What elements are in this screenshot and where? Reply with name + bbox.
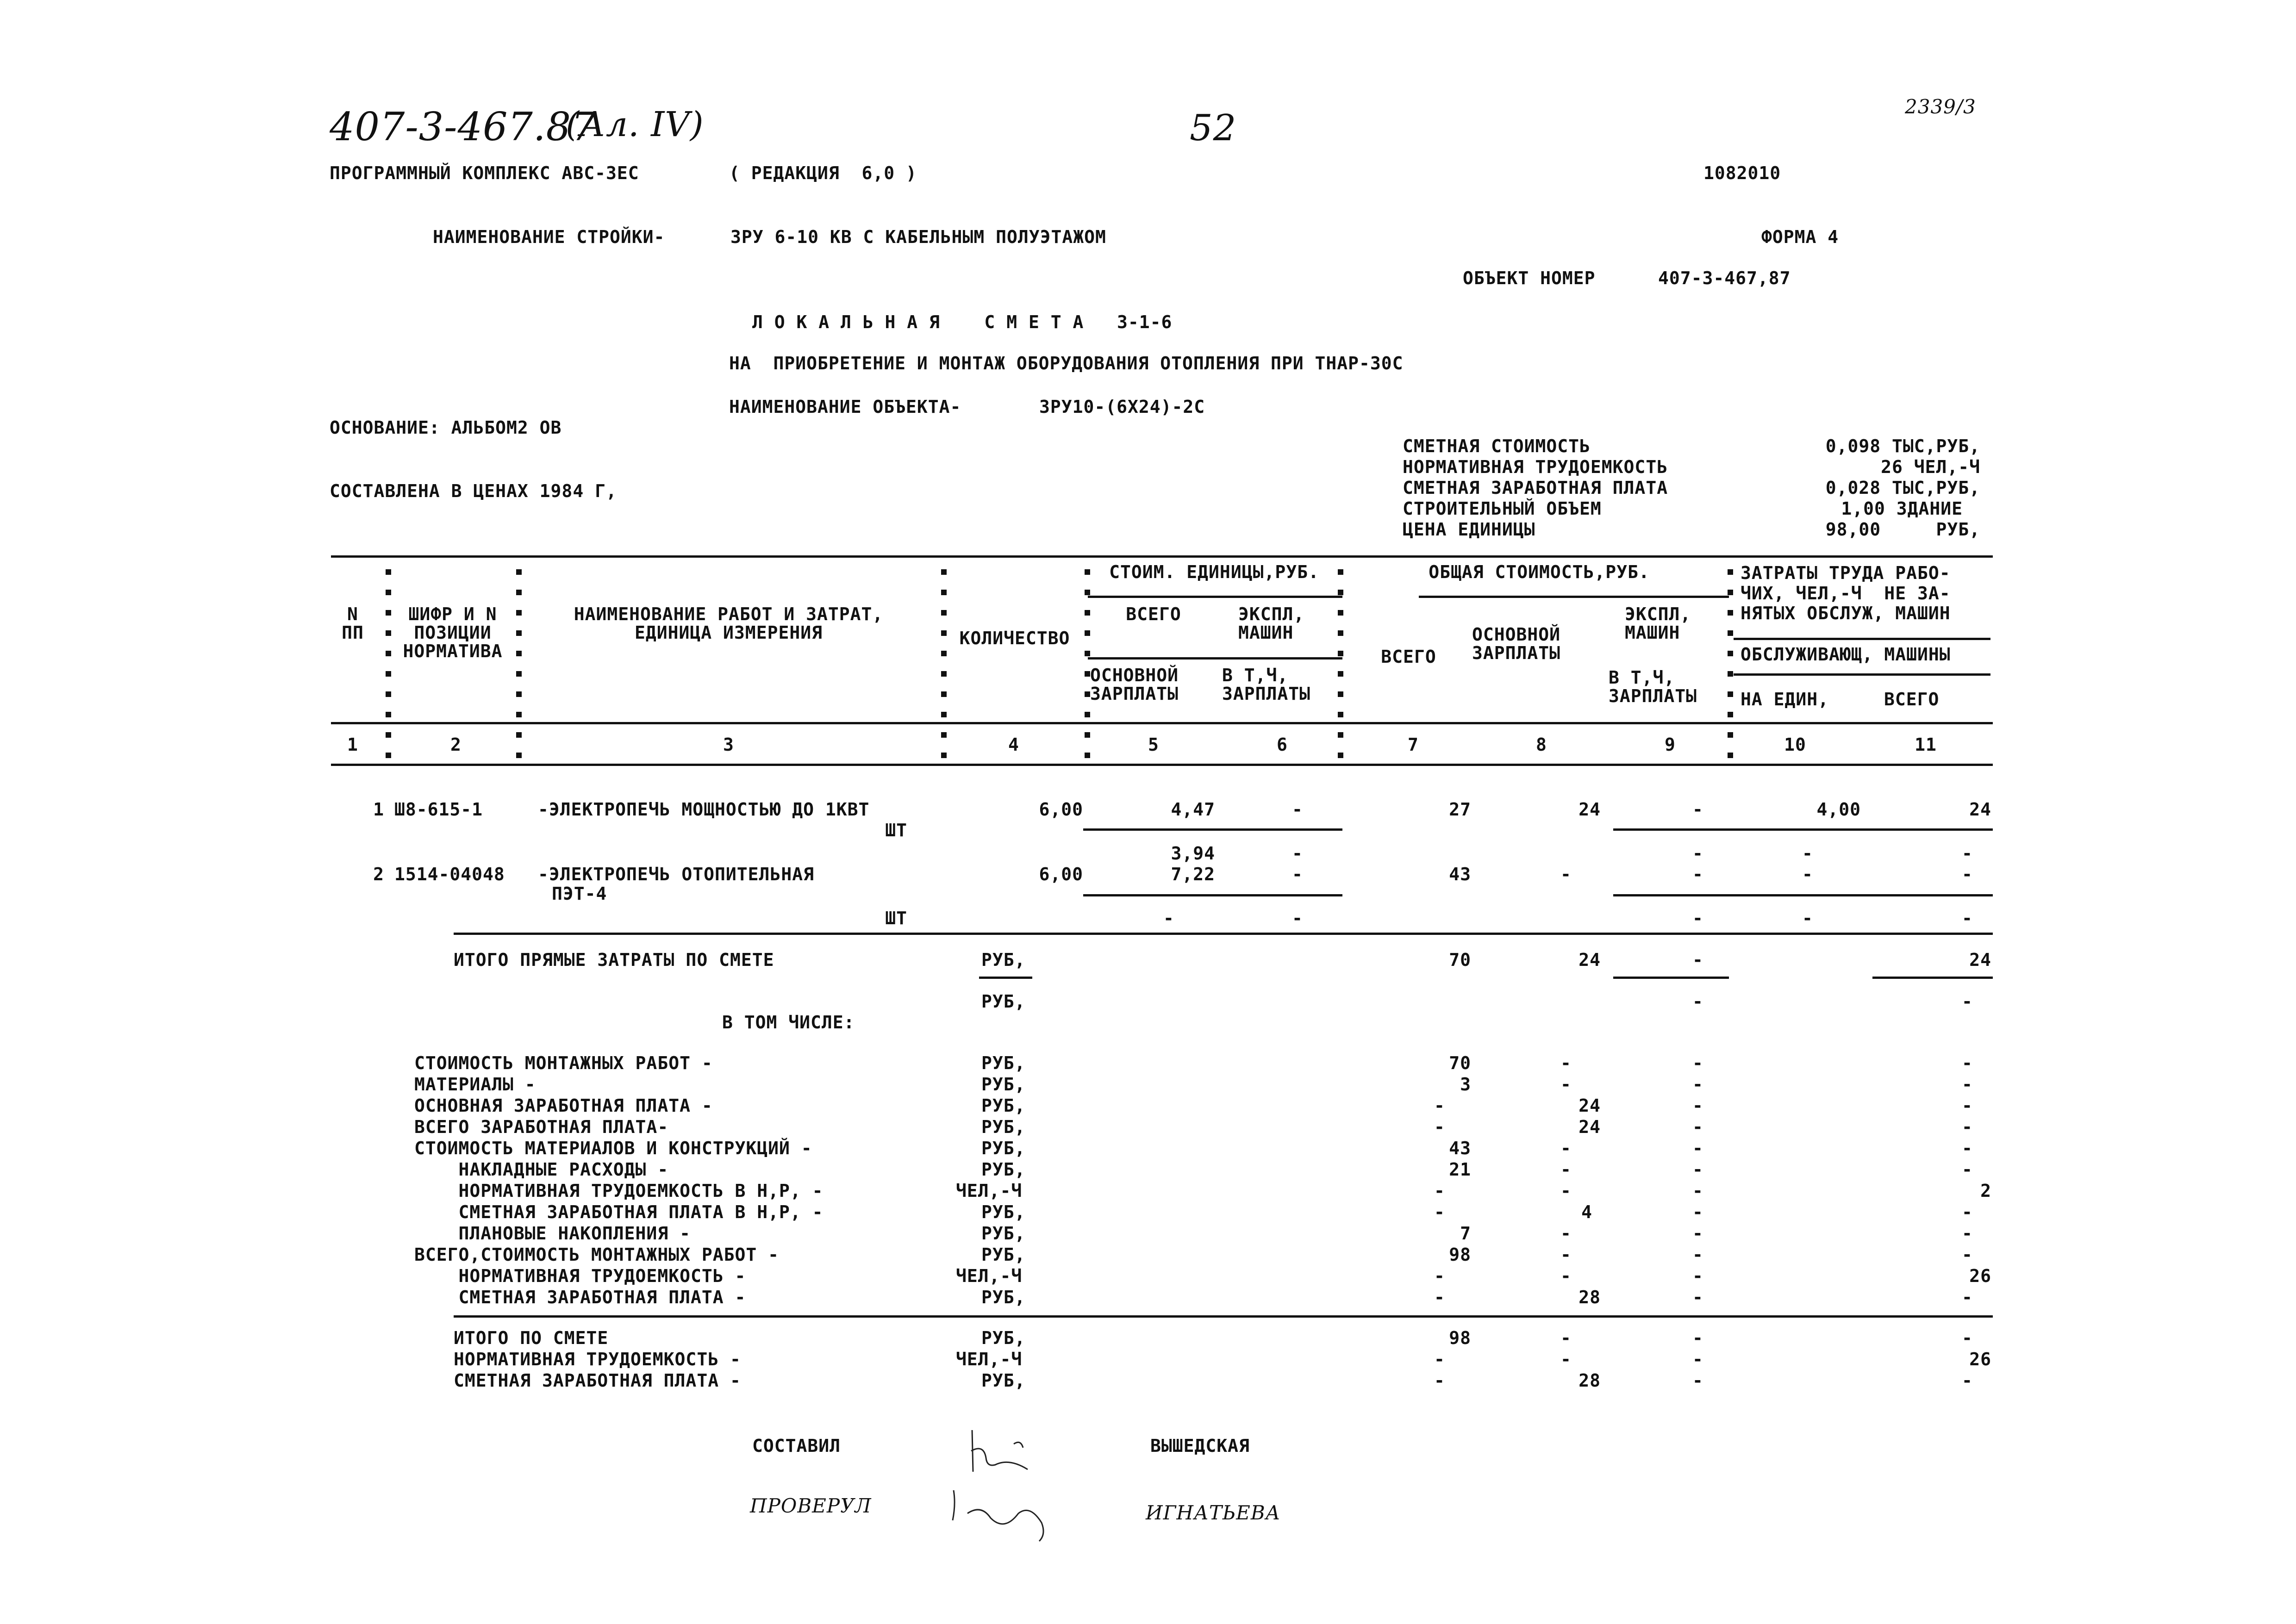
breakdown-labor: - [1962,1095,1973,1116]
unit-total-header: ВСЕГО [1126,604,1181,624]
column-number: 1 [347,734,358,755]
row-labor-total: - [1962,908,1973,928]
row-labor-unit: - [1802,843,1813,864]
row-unit-total: 7,22 [1171,864,1215,884]
breakdown-salary: 24 [1578,1095,1601,1116]
breakdown-unit: РУБ, [981,1074,1026,1095]
direct-costs-machines: - [1692,950,1703,970]
row-underline [1083,894,1342,896]
items-rule [454,933,1993,935]
breakdown-label: СТОИМОСТЬ МОНТАЖНЫХ РАБОТ - [414,1053,713,1073]
breakdown-machines: - [1692,1053,1703,1073]
row-unit-salary-incl: - [1292,908,1303,928]
breakdown-total: - [1434,1095,1445,1116]
handwritten-doc-code: 407-3-467.87 [330,104,597,149]
summary-value: 1,00 ЗДАНИЕ [1841,498,1963,519]
breakdown-machines: - [1692,1074,1703,1095]
breakdown-total: 3 [1460,1074,1471,1095]
row-labor-total: - [1962,843,1973,864]
row-total: 43 [1449,864,1471,884]
breakdown-unit: РУБ, [981,1159,1026,1180]
breakdown-salary: 28 [1578,1287,1601,1307]
row-code: 1514-04048 [394,864,505,884]
labor-header: ЗАТРАТЫ ТРУДА РАБО- ЧИХ, ЧЕЛ,-Ч НЕ ЗА- НЯТЫХ ОБСЛУЖ, МАШИН [1741,563,1951,624]
row-underline [1613,894,1993,896]
direct-costs-label: ИТОГО ПРЯМЫЕ ЗАТРАТЫ ПО СМЕТЕ [454,950,774,970]
summary-label: НОРМАТИВНАЯ ТРУДОЕМКОСТЬ [1403,457,1668,477]
object-number-value: 407-3-467,87 [1658,268,1791,288]
row-unit-salary: - [1163,908,1174,928]
breakdown-salary: - [1560,1223,1572,1244]
breakdown-salary: 4 [1581,1202,1592,1222]
breakdown-labor: - [1962,1053,1973,1073]
breakdown-total: - [1434,1181,1445,1201]
including-label: В ТОМ ЧИСЛЕ: [722,1012,855,1033]
totals-total: 98 [1449,1328,1471,1348]
labor-total-header: ВСЕГО [1884,689,1940,709]
form-number: ФОРМА 4 [1761,227,1839,247]
summary-value: 0,028 ТЫС,РУБ, [1825,478,1980,498]
labor-per-unit-header: НА ЕДИН, [1741,689,1829,709]
column-number: 5 [1148,734,1159,755]
edition: ( РЕДАКЦИЯ 6,0 ) [729,163,917,183]
totals-total: - [1434,1349,1445,1369]
column-number: 6 [1277,734,1288,755]
handwritten-album: (Ал. IV) [566,105,704,144]
document-code: 1082010 [1703,163,1781,183]
breakdown-label: СТОИМОСТЬ МАТЕРИАЛОВ И КОНСТРУКЦИЙ - [414,1138,812,1158]
object-number-label: ОБЪЕКТ НОМЕР [1463,268,1596,288]
estimate-subtitle: НА ПРИОБРЕТЕНИЕ И МОНТАЖ ОБОРУДОВАНИЯ ОТОПЛЕНИЯ ПРИ ТНАР-30С [729,353,1404,373]
row-name-continued: ПЭТ-4 [552,884,607,904]
total-salary-header: ОСНОВНОЙ ЗАРПЛАТЫ [1472,624,1561,663]
breakdown-salary: - [1560,1181,1572,1201]
header-subrule [1734,673,1990,676]
breakdown-unit: РУБ, [981,1202,1026,1222]
breakdown-machines: - [1692,1266,1703,1286]
construction-value: ЗРУ 6-10 КВ С КАБЕЛЬНЫМ ПОЛУЭТАЖОМ [730,227,1106,247]
header-subrule [1088,596,1342,598]
breakdown-machines: - [1692,1095,1703,1116]
breakdown-label: СМЕТНАЯ ЗАРАБОТНАЯ ПЛАТА - [414,1287,746,1307]
row-underline [1083,828,1342,831]
breakdown-unit: ЧЕЛ,-Ч [956,1181,1023,1201]
row-code: Ш8-615-1 [394,799,483,820]
breakdown-labor: - [1962,1138,1973,1158]
compiled-label: СОСТАВИЛ [752,1436,841,1456]
col-quantity-header: КОЛИЧЕСТВО [959,628,1070,648]
header-subrule [1419,596,1729,598]
breakdown-label: СМЕТНАЯ ЗАРАБОТНАЯ ПЛАТА В Н,Р, - [414,1202,824,1222]
breakdown-total: - [1434,1266,1445,1286]
breakdown-label: МАТЕРИАЛЫ - [414,1074,536,1095]
direct-costs-salary: 24 [1578,950,1601,970]
row-machines: - [1692,799,1703,820]
total-salary-incl-header: В Т,Ч, ЗАРПЛАТЫ [1609,667,1697,706]
totals-label: СМЕТНАЯ ЗАРАБОТНАЯ ПЛАТА - [454,1370,741,1391]
column-number: 10 [1784,734,1806,755]
signature-image [949,1476,1055,1546]
prices-basis: СОСТАВЛЕНА В ЦЕНАХ 1984 Г, [330,481,617,501]
row-machines-salary: - [1692,864,1703,884]
header-bottom-rule [331,722,1993,724]
row-labor-unit: - [1802,864,1813,884]
direct-costs-machines-salary: - [1692,991,1703,1012]
summary-value: 98,00 РУБ, [1825,519,1980,540]
column-number: 8 [1536,734,1547,755]
checked-label: ПРОВЕРУЛ [750,1494,872,1517]
direct-costs-total: 70 [1449,950,1471,970]
summary-label: ЦЕНА ЕДИНИЦЫ [1403,519,1535,540]
handwritten-corner-number: 2339/3 [1905,95,1976,118]
header-subrule [1088,657,1342,660]
column-separator [941,569,947,766]
column-number: 2 [450,734,462,755]
breakdown-unit: РУБ, [981,1095,1026,1116]
column-numbers-rule [331,764,1993,766]
column-number: 11 [1915,734,1937,755]
totals-machines: - [1692,1370,1703,1391]
row-machines: - [1692,843,1703,864]
totals-labor: - [1962,1370,1973,1391]
column-number: 7 [1408,734,1419,755]
totals-salary: 28 [1578,1370,1601,1391]
breakdown-total: - [1434,1202,1445,1222]
breakdown-labor: - [1962,1287,1973,1307]
breakdown-label: ПЛАНОВЫЕ НАКОПЛЕНИЯ - [414,1223,691,1244]
row-unit: ШТ [885,908,907,928]
software-name: ПРОГРАММНЫЙ КОМПЛЕКС АВС-3ЕС [330,163,639,183]
breakdown-salary: - [1560,1266,1572,1286]
row-unit-machines: - [1292,799,1303,820]
row-unit-total: 4,47 [1171,799,1215,820]
row-underline [1613,828,1993,831]
breakdown-total: 21 [1449,1159,1471,1180]
row-underline [1613,977,1729,979]
total-machines-header: ЭКСПЛ, МАШИН [1625,604,1691,643]
table-top-rule [331,555,1993,558]
row-unit-machines: - [1292,864,1303,884]
row-name: -ЭЛЕКТРОПЕЧЬ МОЩНОСТЬЮ ДО 1КВТ [538,799,870,820]
row-underline [979,977,1032,979]
breakdown-labor: - [1962,1117,1973,1137]
breakdown-label: ВСЕГО ЗАРАБОТНАЯ ПЛАТА- [414,1117,669,1137]
breakdown-total: 98 [1449,1244,1471,1265]
column-separator [516,569,522,766]
breakdown-unit: РУБ, [981,1223,1026,1244]
row-number: 1 [373,799,384,820]
breakdown-machines: - [1692,1181,1703,1201]
breakdown-total: 43 [1449,1138,1471,1158]
row-underline [1872,977,1993,979]
labor-service-header: ОБСЛУЖИВАЮЩ, МАШИНЫ [1741,644,1951,665]
row-quantity: 6,00 [1039,864,1083,884]
object-name-label: НАИМЕНОВАНИЕ ОБЪЕКТА- [729,397,961,417]
unit-cost-header: СТОИМ. ЕДИНИЦЫ,РУБ. [1109,562,1319,582]
direct-costs-unit: РУБ, [981,950,1026,970]
totals-machines: - [1692,1349,1703,1369]
column-number: 3 [723,734,734,755]
col-code-header: ШИФР И N ПОЗИЦИИ НОРМАТИВА [403,604,503,661]
summary-value: 0,098 ТЫС,РУБ, [1825,436,1980,456]
handwritten-page-number: 52 [1190,107,1237,149]
unit-salary-header: ОСНОВНОЙ ЗАРПЛАТЫ [1090,665,1179,704]
breakdown-machines: - [1692,1117,1703,1137]
breakdown-total: - [1434,1117,1445,1137]
breakdown-labor: 26 [1969,1266,1991,1286]
breakdown-unit: РУБ, [981,1138,1026,1158]
col-name-header: НАИМЕНОВАНИЕ РАБОТ И ЗАТРАТ, ЕДИНИЦА ИЗМЕРЕНИЯ [574,604,884,643]
col-number-header: N ПП [342,604,364,643]
breakdown-unit: РУБ, [981,1117,1026,1137]
summary-label: СТРОИТЕЛЬНЫЙ ОБЪЕМ [1403,498,1602,519]
construction-label: НАИМЕНОВАНИЕ СТРОЙКИ- [433,227,665,247]
breakdown-machines: - [1692,1202,1703,1222]
breakdown-machines: - [1692,1287,1703,1307]
breakdown-salary: 24 [1578,1117,1601,1137]
breakdown-label: НАКЛАДНЫЕ РАСХОДЫ - [414,1159,669,1180]
column-separator [386,569,391,766]
row-total: 27 [1449,799,1471,820]
breakdown-machines: - [1692,1244,1703,1265]
basis: ОСНОВАНИЕ: АЛЬБОМ2 ОВ [330,417,562,438]
row-quantity: 6,00 [1039,799,1083,820]
breakdown-machines: - [1692,1138,1703,1158]
unit-salary-incl-header: В Т,Ч, ЗАРПЛАТЫ [1222,665,1311,704]
breakdown-labor: - [1962,1244,1973,1265]
row-salary: - [1560,864,1572,884]
row-unit: ШТ [885,820,907,840]
totals-rule [454,1315,1993,1318]
total-cost-header: ОБЩАЯ СТОИМОСТЬ,РУБ. [1429,562,1650,582]
summary-label: СМЕТНАЯ ЗАРАБОТНАЯ ПЛАТА [1403,478,1668,498]
column-separator [1728,569,1733,766]
estimate-title: Л О К А Л Ь Н А Я С М Е Т А 3-1-6 [752,312,1173,332]
column-separator [1085,569,1090,766]
row-machines: - [1692,908,1703,928]
totals-unit: РУБ, [981,1370,1026,1391]
breakdown-machines: - [1692,1223,1703,1244]
totals-labor: - [1962,1328,1973,1348]
row-labor-unit: - [1802,908,1813,928]
row-labor-total: - [1962,864,1973,884]
breakdown-salary: - [1560,1159,1572,1180]
breakdown-unit: РУБ, [981,1287,1026,1307]
checked-name: ИГНАТЬЕВА [1146,1501,1281,1524]
summary-label: СМЕТНАЯ СТОИМОСТЬ [1403,436,1591,456]
row-number: 2 [373,864,384,884]
total-all-header: ВСЕГО [1381,647,1436,667]
totals-unit: РУБ, [981,1328,1026,1348]
breakdown-total: 7 [1460,1223,1471,1244]
totals-salary: - [1560,1328,1572,1348]
breakdown-salary: - [1560,1074,1572,1095]
breakdown-salary: - [1560,1244,1572,1265]
row-unit-salary: 3,94 [1171,843,1215,864]
totals-label: ИТОГО ПО СМЕТЕ [454,1328,609,1348]
breakdown-labor: 2 [1980,1181,1991,1201]
totals-machines: - [1692,1328,1703,1348]
breakdown-labor: - [1962,1202,1973,1222]
row-unit-salary-incl: - [1292,843,1303,864]
direct-costs-labor: - [1962,991,1973,1012]
breakdown-salary: - [1560,1138,1572,1158]
compiled-name: ВЫШЕДСКАЯ [1150,1436,1250,1456]
breakdown-labor: - [1962,1223,1973,1244]
breakdown-label: ВСЕГО,СТОИМОСТЬ МОНТАЖНЫХ РАБОТ - [414,1244,779,1265]
unit-machines-header: ЭКСПЛ, МАШИН [1238,604,1305,643]
breakdown-total: - [1434,1287,1445,1307]
direct-costs-unit: РУБ, [981,991,1026,1012]
totals-label: НОРМАТИВНАЯ ТРУДОЕМКОСТЬ - [454,1349,741,1369]
totals-labor: 26 [1969,1349,1991,1369]
object-name-value: ЗРУ10-(6Х24)-2С [1039,397,1205,417]
breakdown-machines: - [1692,1159,1703,1180]
breakdown-label: НОРМАТИВНАЯ ТРУДОЕМКОСТЬ - [414,1266,746,1286]
row-labor-unit: 4,00 [1816,799,1861,820]
header-subrule [1734,638,1990,640]
signature-image [958,1425,1046,1476]
column-separator [1338,569,1343,766]
breakdown-label: ОСНОВНАЯ ЗАРАБОТНАЯ ПЛАТА - [414,1095,713,1116]
breakdown-labor: - [1962,1159,1973,1180]
row-salary: 24 [1578,799,1601,820]
totals-salary: - [1560,1349,1572,1369]
breakdown-labor: - [1962,1074,1973,1095]
row-labor-total: 24 [1969,799,1991,820]
breakdown-unit: РУБ, [981,1244,1026,1265]
column-number: 9 [1665,734,1676,755]
breakdown-total: 70 [1449,1053,1471,1073]
totals-total: - [1434,1370,1445,1391]
breakdown-salary: - [1560,1053,1572,1073]
direct-costs-labor: 24 [1969,950,1991,970]
breakdown-label: НОРМАТИВНАЯ ТРУДОЕМКОСТЬ В Н,Р, - [414,1181,824,1201]
column-number: 4 [1008,734,1019,755]
breakdown-unit: ЧЕЛ,-Ч [956,1266,1023,1286]
row-name: -ЭЛЕКТРОПЕЧЬ ОТОПИТЕЛЬНАЯ [538,864,814,884]
breakdown-unit: РУБ, [981,1053,1026,1073]
totals-unit: ЧЕЛ,-Ч [956,1349,1023,1369]
summary-value: 26 ЧЕЛ,-Ч [1881,457,1980,477]
